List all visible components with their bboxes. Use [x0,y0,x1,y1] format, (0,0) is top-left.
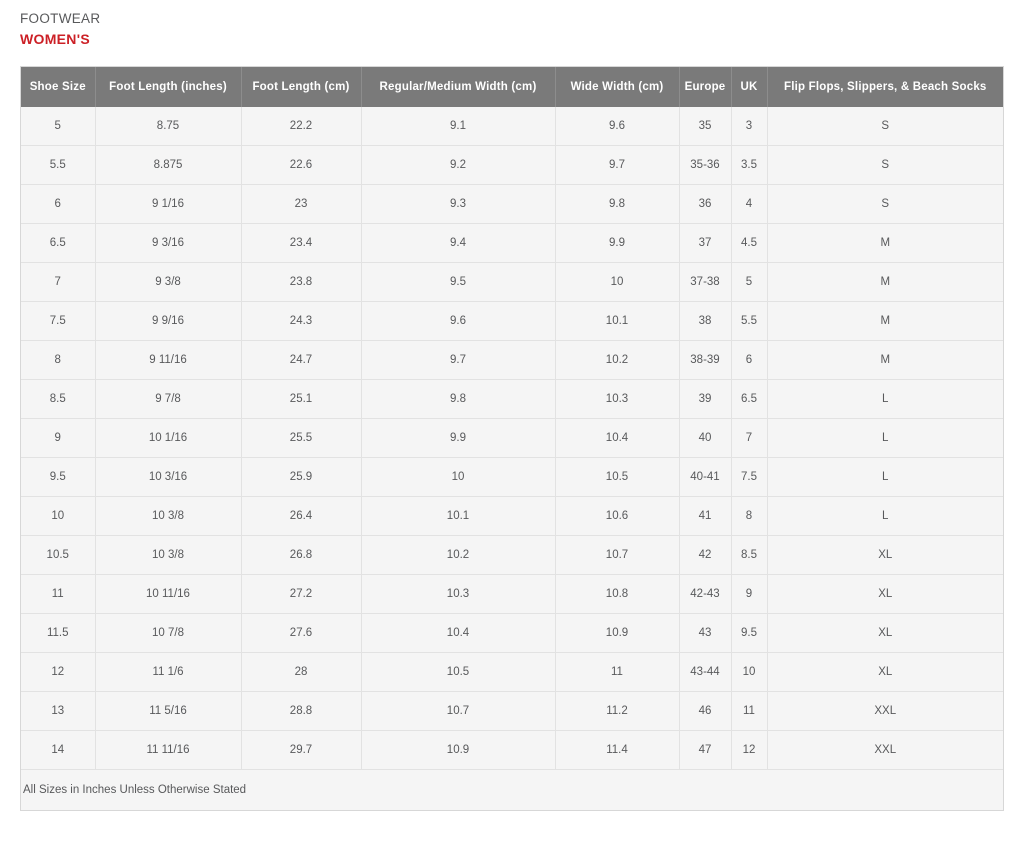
cell-regular-width-cm: 9.5 [361,263,555,302]
cell-foot-length-inches: 9 11/16 [95,341,241,380]
cell-europe: 35-36 [679,146,731,185]
cell-uk: 7.5 [731,458,767,497]
cell-europe: 35 [679,107,731,146]
cell-foot-length-inches: 9 3/8 [95,263,241,302]
cell-flip-flops: M [767,341,1003,380]
cell-foot-length-cm: 23.8 [241,263,361,302]
cell-wide-width-cm: 11.4 [555,731,679,770]
cell-regular-width-cm: 9.1 [361,107,555,146]
cell-flip-flops: XL [767,575,1003,614]
table-row [21,731,1003,770]
cell-flip-flops: XXL [767,692,1003,731]
cell-uk: 4.5 [731,224,767,263]
cell-europe: 38 [679,302,731,341]
cell-uk: 7 [731,419,767,458]
cell-flip-flops: L [767,380,1003,419]
cell-regular-width-cm: 10.1 [361,497,555,536]
column-header-europe: Europe [679,67,731,107]
cell-flip-flops: XXL [767,731,1003,770]
cell-regular-width-cm: 10.4 [361,614,555,653]
cell-flip-flops: XL [767,614,1003,653]
cell-flip-flops: M [767,302,1003,341]
column-header-wide-width-cm: Wide Width (cm) [555,67,679,107]
cell-flip-flops: L [767,497,1003,536]
cell-wide-width-cm: 10.6 [555,497,679,536]
cell-wide-width-cm: 9.6 [555,107,679,146]
cell-wide-width-cm: 10.7 [555,536,679,575]
cell-shoe-size: 11.5 [21,614,95,653]
column-header-uk: UK [731,67,767,107]
cell-foot-length-cm: 26.4 [241,497,361,536]
cell-wide-width-cm: 9.9 [555,224,679,263]
cell-shoe-size: 11 [21,575,95,614]
cell-europe: 43-44 [679,653,731,692]
cell-regular-width-cm: 9.3 [361,185,555,224]
cell-europe: 37-38 [679,263,731,302]
cell-regular-width-cm: 9.9 [361,419,555,458]
cell-europe: 39 [679,380,731,419]
page-header [0,0,1024,48]
cell-foot-length-inches: 8.875 [95,146,241,185]
cell-uk: 5.5 [731,302,767,341]
cell-foot-length-inches: 10 3/8 [95,536,241,575]
cell-europe: 37 [679,224,731,263]
cell-uk: 4 [731,185,767,224]
cell-foot-length-cm: 22.6 [241,146,361,185]
cell-europe: 38-39 [679,341,731,380]
cell-wide-width-cm: 10.4 [555,419,679,458]
column-header-flip-flops: Flip Flops, Slippers, & Beach Socks [767,67,1003,107]
cell-foot-length-inches: 10 7/8 [95,614,241,653]
cell-foot-length-cm: 29.7 [241,731,361,770]
cell-foot-length-inches: 11 5/16 [95,692,241,731]
cell-foot-length-inches: 10 11/16 [95,575,241,614]
table-row [21,536,1003,575]
cell-europe: 42-43 [679,575,731,614]
cell-europe: 42 [679,536,731,575]
footnote-text: All Sizes in Inches Unless Otherwise Stated [21,770,1003,810]
category-kicker: FOOTWEAR [20,11,101,26]
cell-regular-width-cm: 10.9 [361,731,555,770]
table-row [21,146,1003,185]
cell-shoe-size: 9 [21,419,95,458]
table-row [21,653,1003,692]
cell-flip-flops: L [767,419,1003,458]
cell-shoe-size: 12 [21,653,95,692]
cell-foot-length-inches: 8.75 [95,107,241,146]
column-header-regular-width-cm: Regular/Medium Width (cm) [361,67,555,107]
cell-shoe-size: 8.5 [21,380,95,419]
cell-foot-length-inches: 9 7/8 [95,380,241,419]
table-row [21,419,1003,458]
cell-shoe-size: 5.5 [21,146,95,185]
header-row [21,67,1003,107]
cell-shoe-size: 5 [21,107,95,146]
cell-foot-length-cm: 27.6 [241,614,361,653]
table-row [21,302,1003,341]
cell-europe: 47 [679,731,731,770]
cell-foot-length-cm: 28 [241,653,361,692]
column-header-shoe-size: Shoe Size [21,67,95,107]
cell-flip-flops: M [767,224,1003,263]
table-row [21,497,1003,536]
cell-wide-width-cm: 10.1 [555,302,679,341]
cell-foot-length-cm: 27.2 [241,575,361,614]
column-header-foot-length-inches: Foot Length (inches) [95,67,241,107]
column-header-foot-length-cm: Foot Length (cm) [241,67,361,107]
cell-uk: 3.5 [731,146,767,185]
cell-regular-width-cm: 10.2 [361,536,555,575]
cell-shoe-size: 14 [21,731,95,770]
table-body [21,107,1003,810]
cell-uk: 5 [731,263,767,302]
cell-shoe-size: 9.5 [21,458,95,497]
cell-shoe-size: 7.5 [21,302,95,341]
cell-foot-length-cm: 25.5 [241,419,361,458]
cell-europe: 40 [679,419,731,458]
table-row [21,224,1003,263]
cell-flip-flops: M [767,263,1003,302]
cell-foot-length-inches: 10 3/16 [95,458,241,497]
table-row [21,107,1003,146]
cell-europe: 40-41 [679,458,731,497]
cell-foot-length-inches: 11 1/6 [95,653,241,692]
table-row [21,185,1003,224]
cell-wide-width-cm: 9.8 [555,185,679,224]
cell-foot-length-inches: 10 1/16 [95,419,241,458]
cell-uk: 9.5 [731,614,767,653]
cell-uk: 11 [731,692,767,731]
cell-shoe-size: 7 [21,263,95,302]
cell-uk: 8 [731,497,767,536]
cell-regular-width-cm: 9.2 [361,146,555,185]
cell-foot-length-inches: 9 3/16 [95,224,241,263]
cell-foot-length-cm: 23 [241,185,361,224]
table-row [21,341,1003,380]
cell-europe: 43 [679,614,731,653]
cell-shoe-size: 6 [21,185,95,224]
cell-foot-length-cm: 24.7 [241,341,361,380]
cell-foot-length-inches: 10 3/8 [95,497,241,536]
cell-uk: 6 [731,341,767,380]
cell-uk: 9 [731,575,767,614]
cell-regular-width-cm: 9.8 [361,380,555,419]
cell-foot-length-cm: 22.2 [241,107,361,146]
table-row [21,458,1003,497]
size-chart-container [20,66,1004,811]
table-header [21,67,1003,107]
table-row [21,575,1003,614]
cell-wide-width-cm: 10.2 [555,341,679,380]
footnote-cell [21,770,1003,811]
cell-wide-width-cm: 10.8 [555,575,679,614]
cell-flip-flops: XL [767,653,1003,692]
cell-foot-length-cm: 28.8 [241,692,361,731]
cell-uk: 6.5 [731,380,767,419]
cell-foot-length-cm: 24.3 [241,302,361,341]
cell-shoe-size: 13 [21,692,95,731]
cell-uk: 3 [731,107,767,146]
table-row [21,263,1003,302]
cell-regular-width-cm: 10.7 [361,692,555,731]
cell-wide-width-cm: 10.3 [555,380,679,419]
cell-foot-length-inches: 9 9/16 [95,302,241,341]
cell-regular-width-cm: 10 [361,458,555,497]
cell-wide-width-cm: 10.5 [555,458,679,497]
cell-regular-width-cm: 10.5 [361,653,555,692]
cell-flip-flops: S [767,107,1003,146]
cell-shoe-size: 10 [21,497,95,536]
cell-foot-length-cm: 25.9 [241,458,361,497]
cell-wide-width-cm: 11.2 [555,692,679,731]
cell-europe: 36 [679,185,731,224]
page-title: WOMEN'S [20,31,90,47]
cell-regular-width-cm: 9.7 [361,341,555,380]
cell-shoe-size: 6.5 [21,224,95,263]
cell-regular-width-cm: 9.6 [361,302,555,341]
cell-wide-width-cm: 9.7 [555,146,679,185]
cell-uk: 8.5 [731,536,767,575]
cell-shoe-size: 10.5 [21,536,95,575]
cell-flip-flops: XL [767,536,1003,575]
cell-shoe-size: 8 [21,341,95,380]
footnote-row [21,770,1003,811]
table-row [21,614,1003,653]
cell-flip-flops: S [767,185,1003,224]
cell-regular-width-cm: 9.4 [361,224,555,263]
cell-europe: 41 [679,497,731,536]
table-row [21,380,1003,419]
table-row [21,692,1003,731]
cell-foot-length-cm: 26.8 [241,536,361,575]
cell-foot-length-inches: 9 1/16 [95,185,241,224]
cell-flip-flops: S [767,146,1003,185]
cell-flip-flops: L [767,458,1003,497]
cell-wide-width-cm: 10 [555,263,679,302]
cell-foot-length-cm: 25.1 [241,380,361,419]
cell-uk: 12 [731,731,767,770]
cell-wide-width-cm: 10.9 [555,614,679,653]
cell-wide-width-cm: 11 [555,653,679,692]
cell-foot-length-inches: 11 11/16 [95,731,241,770]
cell-europe: 46 [679,692,731,731]
cell-regular-width-cm: 10.3 [361,575,555,614]
size-chart-table [21,67,1003,810]
cell-foot-length-cm: 23.4 [241,224,361,263]
cell-uk: 10 [731,653,767,692]
